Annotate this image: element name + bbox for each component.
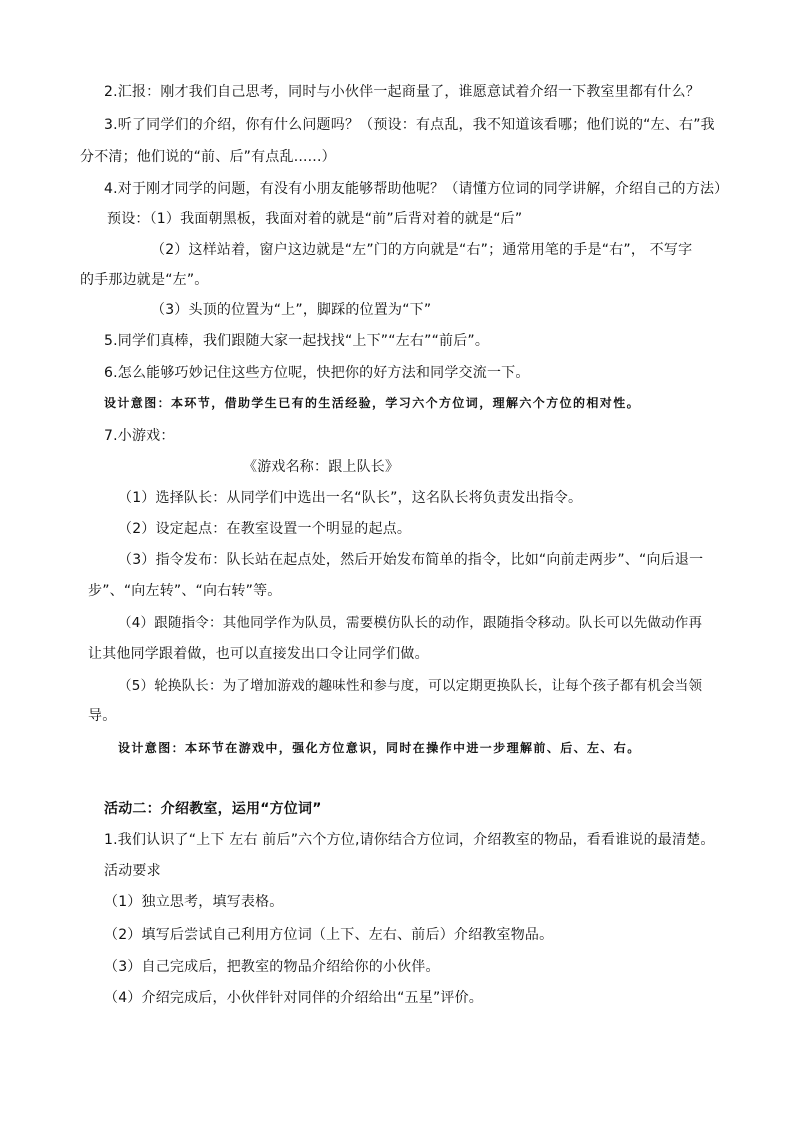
- activity-two-heading: 活动二：介绍教室，运用“方位词”: [104, 801, 322, 817]
- game-step-5: （5）轮换队长：为了增加游戏的趣味性和参与度，可以定期更换队长，让每个孩子都有机会当领: [118, 678, 703, 694]
- paragraph-questions: 3.听了同学们的介绍，你有什么问题吗？（预设：有点乱，我不知道该看哪；他们说的“左、右”我: [104, 117, 715, 133]
- preset-1: 预设：（1）我面朝黑板，我面对着的就是“前”后背对着的就是“后”: [107, 211, 523, 227]
- requirement-4: （4）介绍完成后，小伙伴针对同伴的介绍给出“五星”评价。: [104, 990, 484, 1006]
- activity-requirements-label: 活动要求: [104, 863, 161, 879]
- paragraph-questions-cont: 分不清；他们说的“前、后”有点乱......）: [80, 149, 336, 165]
- paragraph-help: 4.对于刚才同学的问题，有没有小朋友能够帮助他呢？（请懂方位词的同学讲解，介绍自己的方法）: [104, 181, 729, 197]
- paragraph-find: 5.同学们真棒，我们跟随大家一起找找“上下”“左右”“前后”。: [104, 333, 490, 349]
- game-step-2: （2）设定起点：在教室设置一个明显的起点。: [118, 521, 412, 537]
- requirement-1: （1）独立思考，填写表格。: [104, 894, 284, 910]
- preset-2-cont: 的手那边就是“左”。: [80, 272, 209, 288]
- design-intent-1: 设计意图：本环节，借助学生已有的生活经验，学习六个方位词，理解六个方位的相对性。: [104, 396, 641, 410]
- paragraph-game: 7.小游戏：: [104, 428, 175, 444]
- paragraph-remember: 6.怎么能够巧妙记住这些方位呢，快把你的好方法和同学交流一下。: [104, 365, 530, 381]
- paragraph-activity-intro: 1.我们认识了“上下 左右 前后”六个方位,请你结合方位词，介绍教室的物品，看看谁说的最清楚。: [104, 832, 715, 848]
- game-step-4-cont: 让其他同学跟着做，也可以直接发出口令让同学们做。: [88, 646, 429, 662]
- game-step-3-cont: 步”、“向左转”、“向右转”等。: [88, 583, 282, 599]
- game-step-1: （1）选择队长：从同学们中选出一名“队长”，这名队长将负责发出指令。: [118, 490, 583, 506]
- paragraph-report: 2.汇报：刚才我们自己思考，同时与小伙伴一起商量了，谁愿意试着介绍一下教室里都有什么？: [104, 84, 700, 100]
- game-step-4: （4）跟随指令：其他同学作为队员，需要模仿队长的动作，跟随指令移动。队长可以先做动作再: [118, 615, 703, 631]
- game-step-3: （3）指令发布：队长站在起点处，然后开始发布简单的指令，比如“向前走两步”、“向后退一: [118, 552, 704, 568]
- game-title: 《游戏名称：跟上队长》: [243, 459, 400, 475]
- requirement-3: （3）自己完成后，把教室的物品介绍给你的小伙伴。: [104, 959, 440, 975]
- preset-2: （2）这样站着，窗户这边就是“左”门的方向就是“右”；通常用笔的手是“右”， 不写字: [151, 242, 693, 258]
- requirement-2: （2）填写后尝试自己利用方位词（上下、左右、前后）介绍教室物品。: [104, 927, 554, 943]
- preset-3: （3）头顶的位置为“上”，脚踩的位置为“下”: [151, 302, 432, 318]
- design-intent-2: 设计意图：本环节在游戏中，强化方位意识，同时在操作中进一步理解前、后、左、右。: [118, 741, 641, 755]
- game-step-5-cont: 导。: [88, 708, 117, 724]
